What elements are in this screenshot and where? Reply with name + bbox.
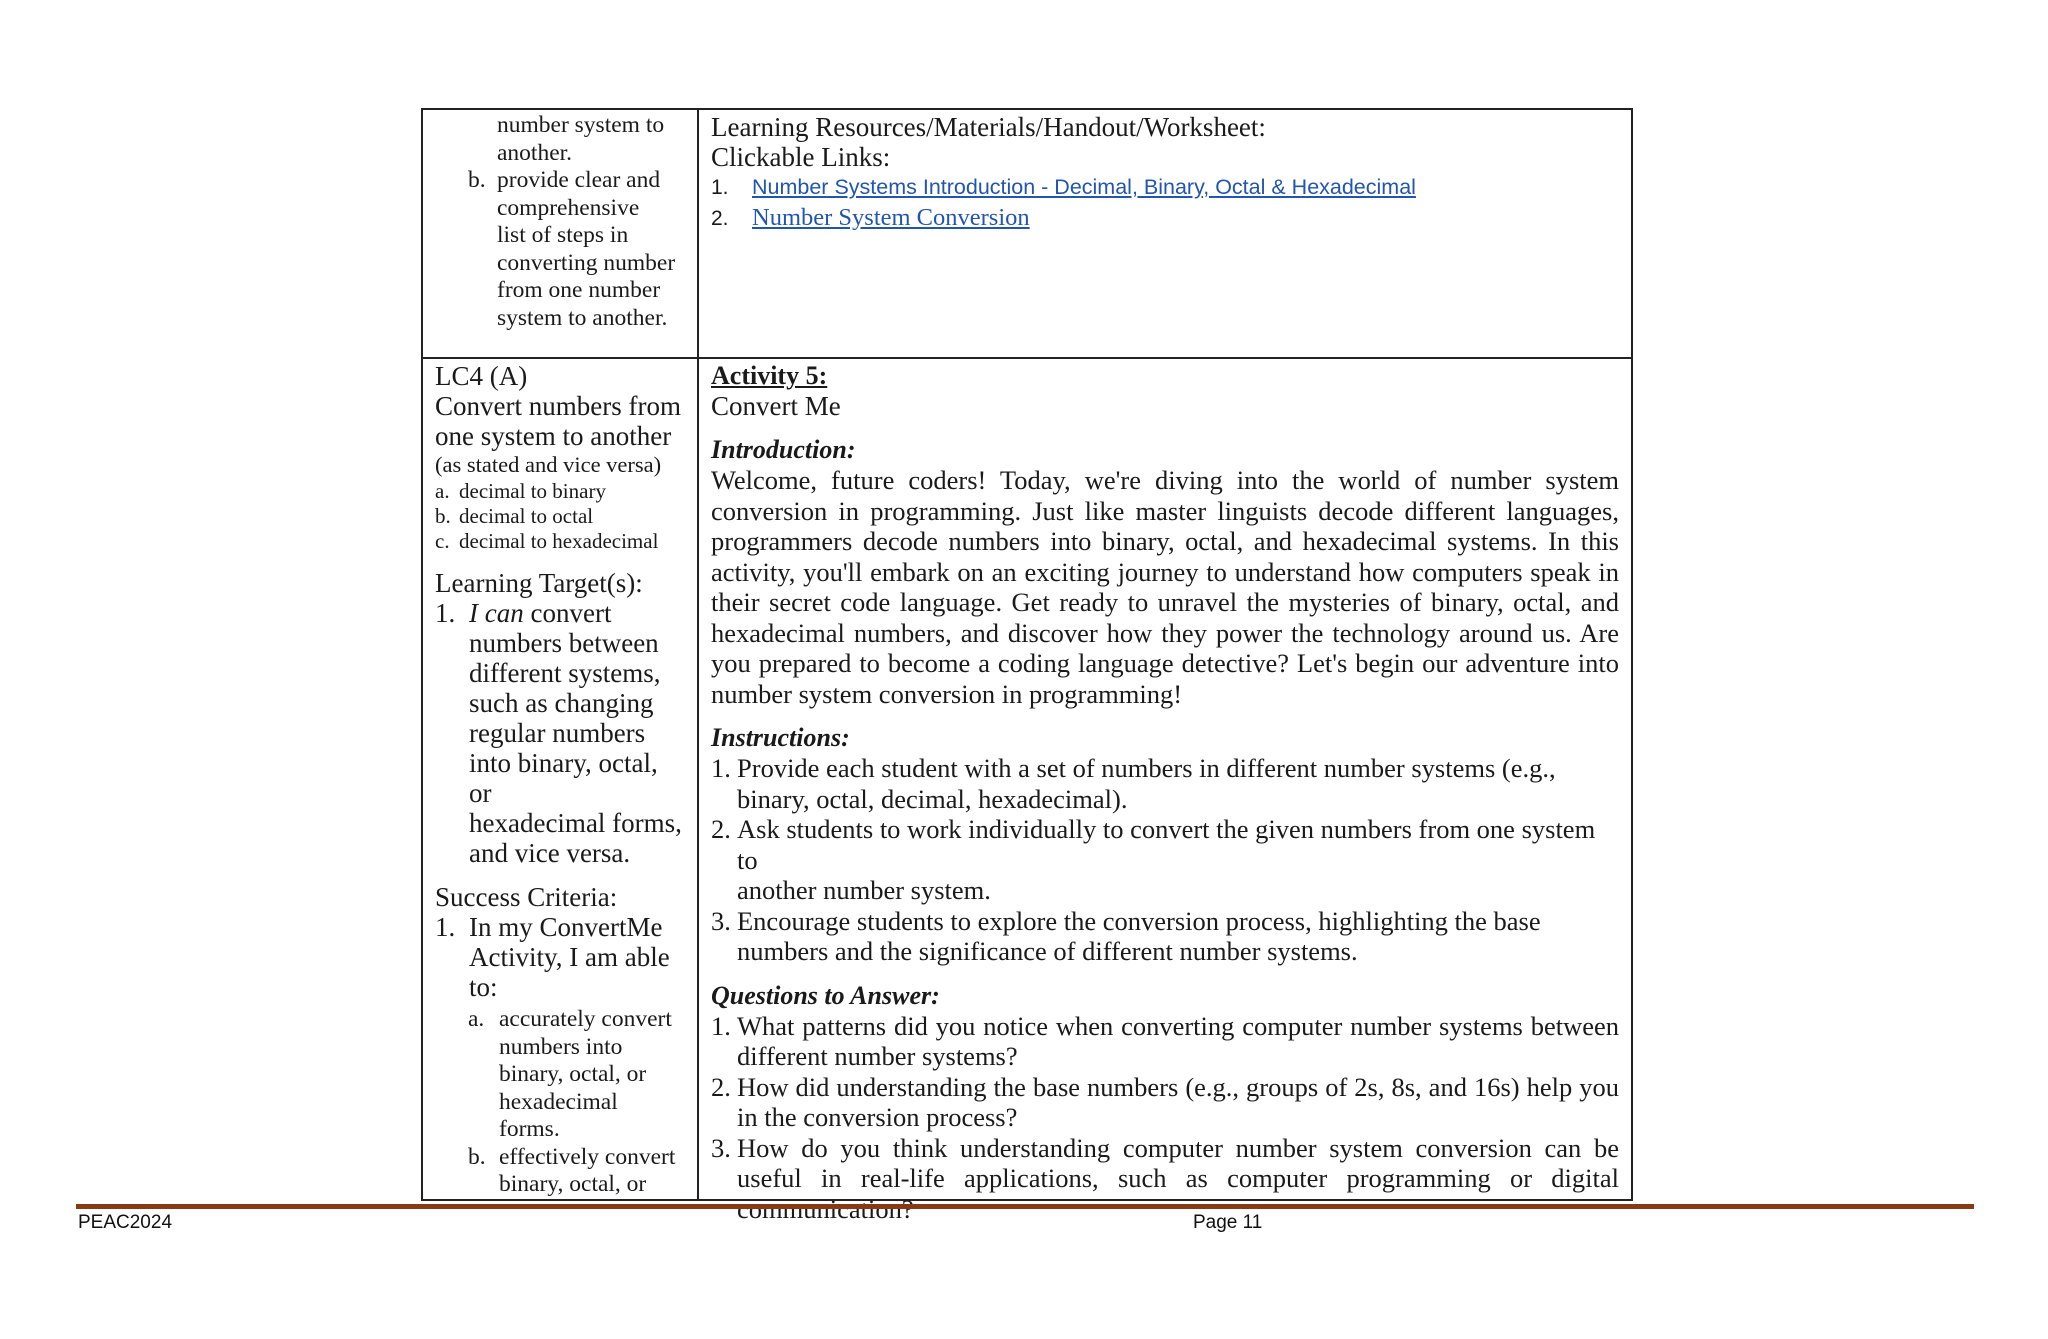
resources-title: Learning Resources/Materials/Handout/Worksheet: — [711, 112, 1266, 142]
line: accurately convert — [499, 1006, 672, 1032]
line: Activity, I am able — [469, 942, 670, 972]
learning-target-item — [435, 598, 691, 868]
success-criteria-heading: Success Criteria: — [435, 882, 618, 912]
question-item — [711, 1011, 1619, 1072]
line: Ask students to work individually to convert the given numbers from one system to — [737, 814, 1596, 875]
list-marker: 3. — [711, 905, 731, 936]
line: to: — [469, 972, 498, 1002]
questions-heading: Questions to Answer: — [711, 980, 940, 1010]
list-item-text — [737, 906, 1619, 967]
line: Provide each student with a set of numbers in different number systems (e.g., — [737, 753, 1556, 783]
list-marker: a. — [468, 1006, 485, 1032]
question-item — [711, 1133, 1619, 1225]
fragment-line: number system to — [497, 112, 665, 138]
footer-rule — [76, 1204, 1974, 1209]
list-item-text — [737, 814, 1619, 906]
line: list of steps in — [497, 222, 629, 248]
line: forms. — [499, 1116, 560, 1142]
link-number: 1. — [711, 176, 729, 199]
line: hexadecimal — [499, 1088, 618, 1115]
list-marker: 1. — [435, 912, 456, 942]
competency-code: LC4 (A) — [435, 361, 528, 391]
line: Encourage students to explore the conversion process, highlighting the base — [737, 905, 1541, 936]
instruction-item — [711, 814, 1619, 906]
line: such as changing — [469, 688, 654, 718]
line: binary, octal, or — [499, 1171, 647, 1197]
conversion-item — [435, 529, 691, 554]
list-item-text — [497, 167, 687, 332]
list-marker: b. — [468, 1143, 486, 1170]
link-item — [711, 172, 1619, 203]
fragment-line: another. — [497, 139, 573, 166]
list-marker: 1. — [435, 598, 456, 628]
links-label: Clickable Links: — [711, 142, 891, 172]
line: binary, octal, or — [499, 1061, 647, 1087]
footer-page-number: Page 11 — [1193, 1212, 1263, 1233]
line-rest: convert — [523, 598, 612, 628]
line: numbers and the significance of different number systems. — [737, 936, 1358, 966]
list-marker: 1. — [711, 1010, 731, 1041]
line: provide clear and — [497, 167, 661, 193]
line: comprehensive — [497, 194, 640, 221]
list-item-text: decimal to binary — [459, 479, 606, 503]
link-item — [711, 203, 1619, 234]
line: converting number — [497, 249, 676, 276]
question-text: What patterns did you notice when converting computer number systems between different number systems? — [737, 1010, 1619, 1071]
list-marker: b. — [468, 167, 486, 193]
list-item-text: decimal to octal — [459, 504, 594, 528]
success-criterion-item — [435, 912, 691, 1002]
list-marker: c. — [435, 529, 450, 553]
list-item-text — [469, 598, 683, 868]
line: hexadecimal forms, — [469, 808, 682, 838]
list-item — [468, 167, 687, 332]
line: into binary, octal, or — [469, 748, 658, 808]
line: numbers between — [469, 628, 659, 658]
conversion-item — [435, 479, 691, 504]
list-item-text — [737, 753, 1619, 814]
link-number: 2. — [711, 207, 729, 230]
introduction-text: Welcome, future coders! Today, we're diving into the world of number system conversion in programming. Just like master linguists decode different languages, programmers decode numbers into binary, octal, and hexadecimal systems. In this activity, you'll embark on an exciting journey to understand how computers speak in their secret code language. Get ready to unravel the mysteries of binary, octal, and hexadecimal numbers, and discover how they power the technology around us. Are you prepared to become a coding language detective? Let's begin our adventure into number system conversion in programming! — [711, 465, 1619, 709]
list-marker: b. — [435, 504, 451, 528]
list-item-text — [469, 912, 683, 1002]
cell-top-left — [423, 110, 697, 357]
question-text: How did understanding the base numbers (e.g., groups of 2s, 8s, and 16s) help you in the conversion process? — [737, 1071, 1619, 1132]
instructions-heading: Instructions: — [711, 723, 850, 752]
instruction-item — [711, 753, 1619, 814]
line: and vice versa. — [469, 838, 631, 868]
list-item-text — [499, 1144, 689, 1199]
activity-name: Convert Me — [711, 391, 841, 421]
activity-title: Activity 5: — [711, 361, 828, 390]
line: system to another. — [497, 304, 668, 331]
list-marker: 1. — [711, 753, 731, 783]
question-item — [711, 1072, 1619, 1133]
italic-lead: I can — [469, 598, 524, 628]
line: In my ConvertMe — [469, 912, 663, 942]
list-marker: 3. — [711, 1132, 731, 1163]
line — [469, 598, 683, 628]
link-number-systems-introduction[interactable]: Number Systems Introduction - Decimal, Binary, Octal & Hexadecimal — [752, 175, 1416, 199]
cell-activity — [699, 359, 1631, 1199]
criterion-subitem — [468, 1006, 691, 1144]
line: regular numbers — [469, 718, 646, 748]
line: from one number — [497, 277, 661, 303]
line: another number system. — [737, 875, 991, 905]
cell-learning-competency — [423, 359, 697, 1199]
introduction-heading: Introduction: — [711, 435, 856, 464]
line: binary, octal, decimal, hexadecimal). — [737, 783, 1128, 814]
competency-note: (as stated and vice versa) — [435, 452, 662, 477]
line: effectively convert — [499, 1143, 676, 1170]
list-item-text: decimal to hexadecimal — [459, 529, 659, 553]
criterion-subitem — [468, 1144, 691, 1199]
list-marker: a. — [435, 479, 450, 503]
competency-title-line: one system to another — [435, 421, 672, 451]
competency-title-line: Convert numbers from — [435, 391, 681, 421]
line: different systems, — [469, 658, 661, 688]
list-marker: 2. — [711, 814, 731, 844]
question-text: How do you think understanding computer number system conversion can be useful in real-life applications, such as computer programming or digital — [737, 1132, 1619, 1193]
instruction-item — [711, 906, 1619, 967]
footer-doc-code: PEAC2024 — [78, 1212, 173, 1233]
lesson-plan-table — [421, 108, 1633, 1201]
conversion-item — [435, 504, 691, 529]
line: numbers into — [499, 1033, 623, 1060]
link-number-system-conversion[interactable]: Number System Conversion — [752, 204, 1030, 231]
learning-targets-heading: Learning Target(s): — [435, 568, 643, 598]
list-item-text — [499, 1006, 689, 1144]
cell-top-right — [699, 110, 1631, 357]
list-marker: 2. — [711, 1071, 731, 1102]
